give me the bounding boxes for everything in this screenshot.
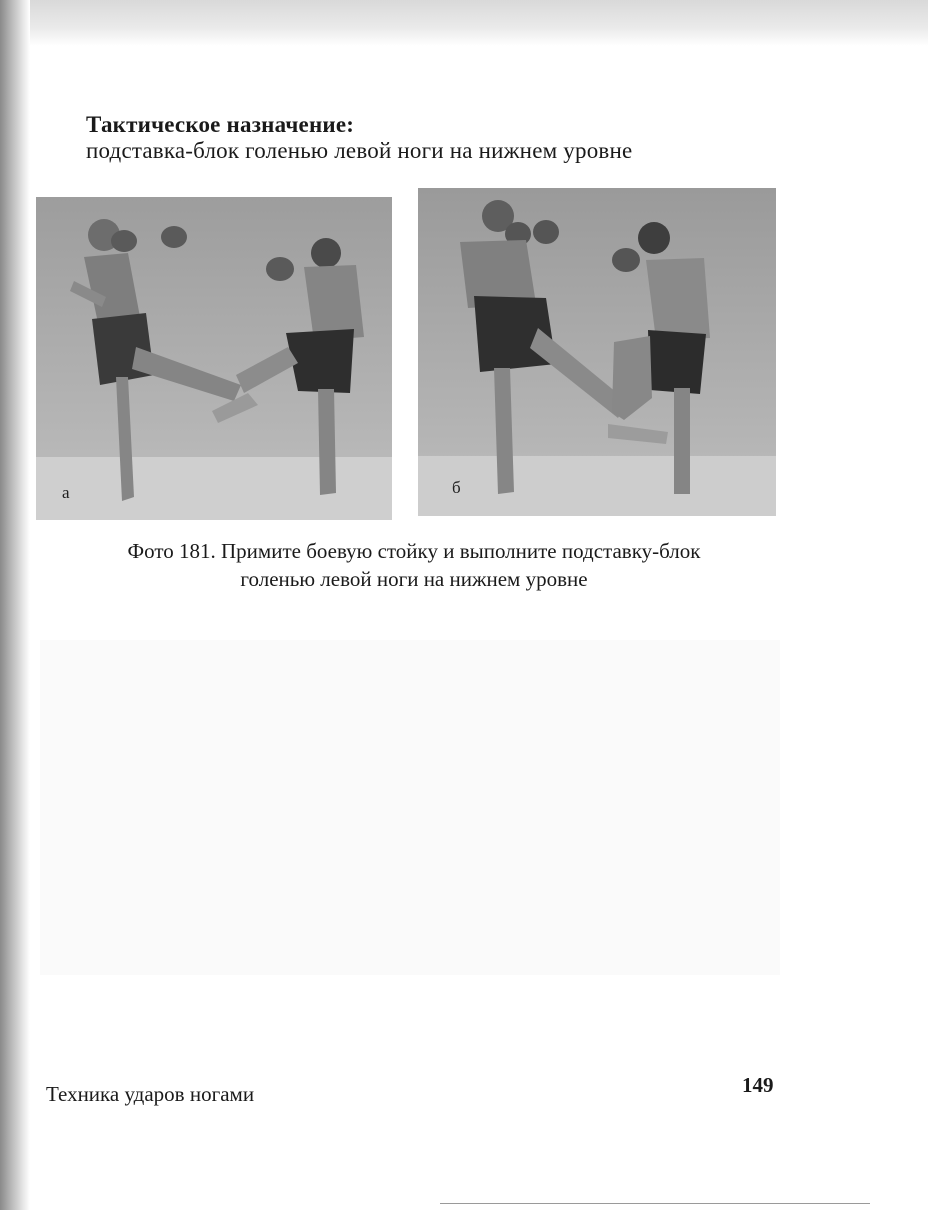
tactical-purpose-title: Тактическое назначение: bbox=[86, 112, 355, 137]
scan-top-shadow bbox=[0, 0, 928, 46]
photo-caption bbox=[64, 537, 764, 593]
tactical-purpose-subtitle: подставка-блок голенью левой ноги на нижнем уровне bbox=[86, 138, 633, 163]
photo-caption-line-1: Фото 181. Примите боевую стойку и выполните подставку-блок bbox=[127, 539, 701, 563]
photo-b bbox=[418, 188, 776, 516]
footer-section-title: Техника ударов ногами bbox=[46, 1082, 255, 1106]
scan-bottom-edge bbox=[440, 1203, 870, 1204]
photo-b-image bbox=[418, 188, 776, 516]
photo-a bbox=[36, 197, 392, 520]
page-number: 149 bbox=[742, 1073, 774, 1097]
photo-a-image bbox=[36, 197, 392, 520]
photo-b-label: б bbox=[452, 478, 461, 497]
bleed-through-block bbox=[40, 640, 780, 975]
photo-caption-line-2: голенью левой ноги на нижнем уровне bbox=[240, 567, 588, 591]
photo-a-label: а bbox=[62, 483, 70, 502]
book-spine-shadow bbox=[0, 0, 30, 1210]
